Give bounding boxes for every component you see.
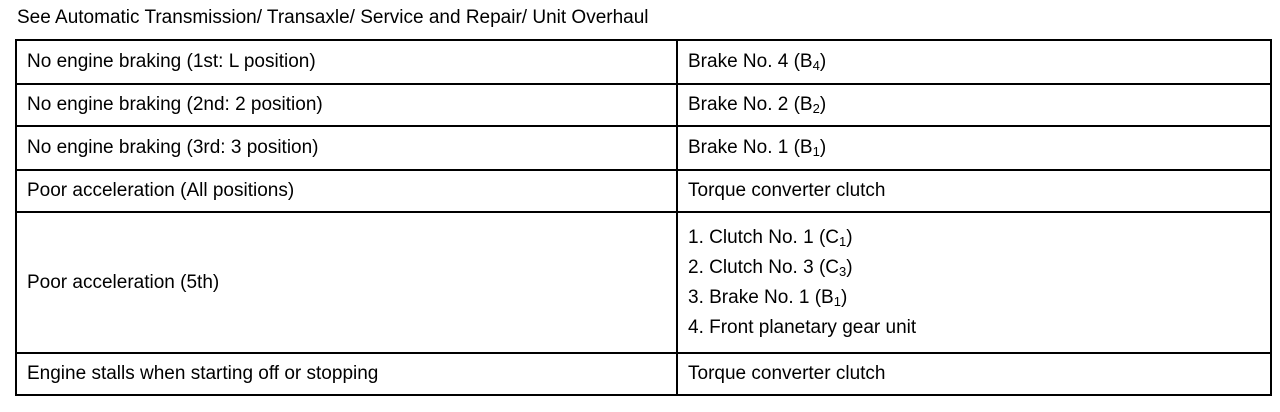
part-text: Brake No. 1 (B	[688, 137, 813, 158]
part-subscript: 2	[812, 101, 820, 116]
table-row	[16, 353, 1271, 395]
table-row	[16, 126, 1271, 170]
part-steps-list	[688, 223, 1270, 343]
part-step	[688, 283, 1270, 313]
part-text: Brake No. 2 (B	[688, 94, 813, 115]
part-text-end: )	[840, 286, 848, 308]
part-step: 4. Front planetary gear unit	[688, 316, 917, 338]
part-cell	[677, 212, 1271, 353]
part-subscript: 1	[839, 233, 847, 249]
part-subscript: 3	[839, 263, 847, 279]
part-cell: Torque converter clutch	[677, 353, 1271, 395]
part-text: 3. Brake No. 1 (B	[688, 286, 834, 308]
symptom-cell: No engine braking (3rd: 3 position)	[16, 126, 677, 170]
reference-heading: See Automatic Transmission/ Transaxle/ Service and Repair/ Unit Overhaul	[17, 7, 649, 28]
symptom-cell: Poor acceleration (All positions)	[16, 170, 677, 212]
part-cell	[677, 126, 1271, 170]
part-step	[688, 223, 1270, 253]
part-text: 2. Clutch No. 3 (C	[688, 256, 839, 278]
symptom-cell: Engine stalls when starting off or stopping	[16, 353, 677, 395]
table-row	[16, 84, 1271, 126]
symptom-cell: No engine braking (1st: L position)	[16, 40, 677, 84]
part-cell	[677, 40, 1271, 84]
part-text: Brake No. 4 (B	[688, 51, 813, 72]
part-text-end: )	[846, 256, 853, 278]
symptom-cell: No engine braking (2nd: 2 position)	[16, 84, 677, 126]
table-row	[16, 40, 1271, 84]
table-row	[16, 170, 1271, 212]
symptom-table	[15, 39, 1272, 396]
table-row	[16, 212, 1271, 353]
part-subscript: 1	[833, 293, 841, 309]
symptom-cell: Poor acceleration (5th)	[16, 212, 677, 353]
part-text-end: )	[819, 51, 827, 72]
part-cell	[677, 84, 1271, 126]
part-text-end: )	[819, 137, 827, 158]
part-text: 1. Clutch No. 1 (C	[688, 226, 839, 248]
part-subscript: 4	[812, 58, 820, 73]
part-subscript: 1	[812, 144, 820, 159]
part-step	[688, 253, 1270, 283]
part-text-end: )	[846, 226, 853, 248]
part-cell: Torque converter clutch	[677, 170, 1271, 212]
part-text-end: )	[819, 94, 827, 115]
